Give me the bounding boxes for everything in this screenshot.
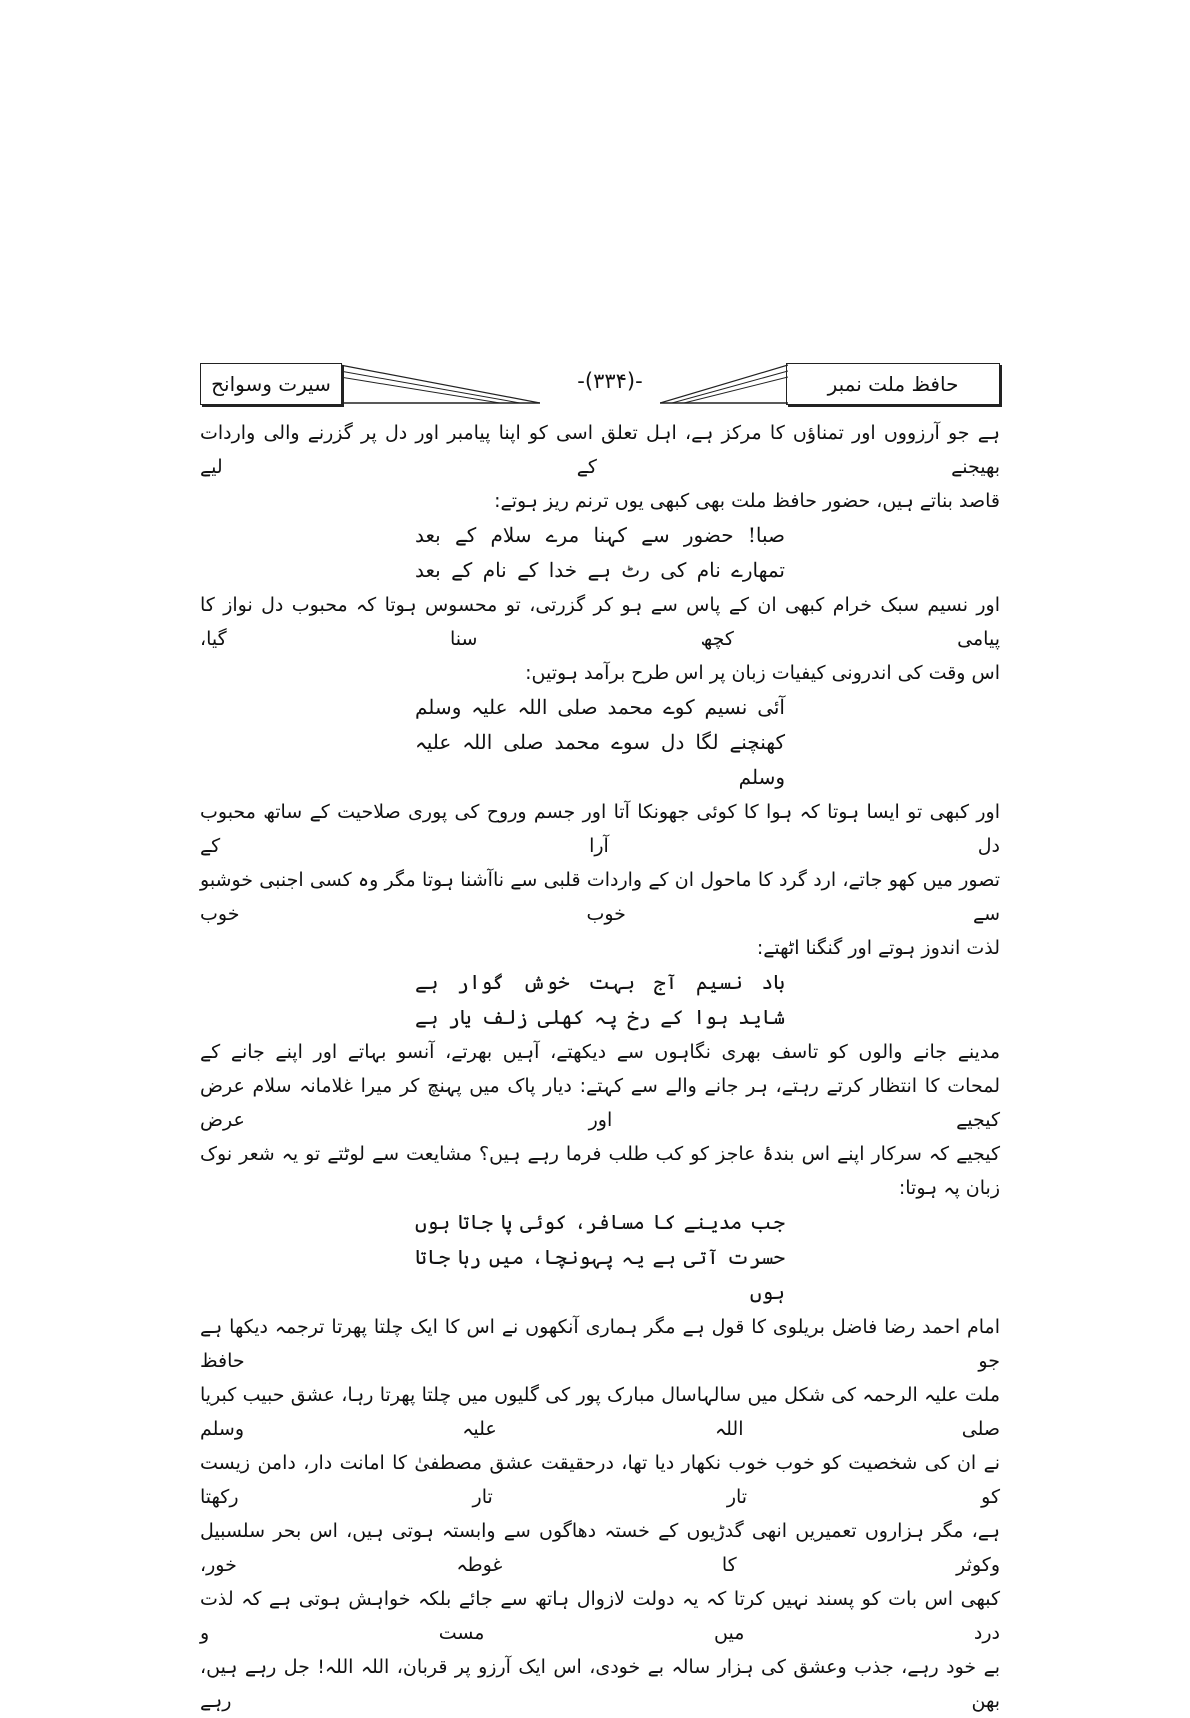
text-line: ملت علیہ الرحمہ کی شکل میں سالہاسال مبارک پور کی گلیوں میں چلتا پھرتا رہا، عشق حبیب کبریا صلی اللہ علیہ وسلم: [200, 1384, 1000, 1440]
verse-line: کھنچنے لگا دل سوے محمد صلی اللہ علیہ وسلم: [415, 730, 785, 789]
verse-line: آئی نسیم کوے محمد صلی اللہ علیہ وسلم: [415, 695, 785, 719]
paragraph-4: [200, 1035, 1000, 1205]
page-header: [200, 363, 1000, 407]
book-title: حافظ ملت نمبر: [786, 363, 1000, 405]
verse-line: حسرت آتی ہے یہ پہونچا، میں رہا جاتا ہوں: [415, 1245, 785, 1304]
couplet-3: [200, 965, 1000, 1035]
text-line: اور کبھی تو ایسا ہوتا کہ ہوا کا کوئی جھونکا آتا اور جسم وروح کی پوری صلاحیت کے ساتھ محبوب دل آرا کے: [200, 801, 1000, 857]
text-line: مدینے جانے والوں کو تاسف بھری نگاہوں سے دیکھتے، آہیں بھرتے، آنسو بہاتے اور اپنے جانے کے: [200, 1041, 1000, 1063]
text-line: کیجیے کہ سرکار اپنے اس بندۂ عاجز کو کب طلب فرما رہے ہیں؟ مشایعت سے لوٹتے تو یہ شعر نوک زبان پہ ہوتا:: [200, 1143, 1000, 1199]
paragraph-5: [200, 1310, 1000, 1718]
text-line: ہے جو آرزووں اور تمناؤں کا مرکز ہے، اہل تعلق اسی کو اپنا پیامبر اور دل پر گزرنے والی واردات بھیجنے کے لیے: [200, 422, 1000, 478]
couplet-2: [200, 690, 1000, 795]
paragraph-2: [200, 588, 1000, 690]
verse-line: تمھارے نام کی رٹ ہے خدا کے نام کے بعد: [415, 558, 785, 582]
page-body: [200, 416, 1000, 1718]
paragraph-1: [200, 416, 1000, 518]
section-title: سیرت وسوانح: [200, 363, 342, 405]
paragraph-3: [200, 795, 1000, 965]
couplet-4: [200, 1205, 1000, 1310]
page-number: -(۳۳۴)-: [577, 369, 643, 393]
text-line: اس وقت کی اندرونی کیفیات زبان پر اس طرح برآمد ہوتیں:: [525, 662, 1000, 684]
couplet-1: [200, 518, 1000, 588]
text-line: لمحات کا انتظار کرتے رہتے، ہر جانے والے سے کہتے: دیار پاک میں پہنچ کر میرا غلامانہ سلام عرض کیجیے اور عرض: [200, 1075, 1000, 1131]
verse-line: باد نسیم آج بہت خوش گوار ہے: [415, 970, 785, 994]
verse-line: شاید ہوا کے رخ پہ کھلی زلف یار ہے: [415, 1005, 785, 1029]
header-rule-left-icon: [340, 363, 540, 407]
text-line: نے ان کی شخصیت کو خوب خوب نکھار دیا تھا، درحقیقت عشق مصطفیٰ کا امانت دار، دامن زیست کو تار تار رکھتا: [200, 1452, 1000, 1508]
text-line: لذت اندوز ہوتے اور گنگنا اٹھتے:: [756, 937, 1000, 959]
verse-line: صبا! حضور سے کہنا مرے سلام کے بعد: [415, 523, 785, 547]
text-line: بے خود رہے، جذب وعشق کی ہزار سالہ بے خودی، اس ایک آرزو پر قربان، اللہ اللہ! جل رہے ہیں، بھن رہے: [200, 1656, 1000, 1712]
text-line: اور نسیم سبک خرام کبھی ان کے پاس سے ہو کر گزرتی، تو محسوس ہوتا کہ محبوب دل نواز کا پیامی کچھ سنا گیا،: [200, 594, 1000, 650]
text-line: کبھی اس بات کو پسند نہیں کرتا کہ یہ دولت لازوال ہاتھ سے جائے بلکہ خواہش ہوتی ہے کہ لذت درد میں مست و: [200, 1588, 1000, 1644]
text-line: قاصد بناتے ہیں، حضور حافظ ملت بھی کبھی یوں ترنم ریز ہوتے:: [494, 490, 1000, 512]
verse-line: جب مدینے کا مسافر، کوئی پا جاتا ہوں: [415, 1210, 785, 1234]
text-line: تصور میں کھو جاتے، ارد گرد کا ماحول ان کے واردات قلبی سے ناآشنا ہوتا مگر وہ کسی اجنبی خوشبو سے خوب خوب: [200, 869, 1000, 925]
text-line: امام احمد رضا فاضل بریلوی کا قول ہے مگر ہماری آنکھوں نے اس کا ایک چلتا پھرتا ترجمہ دیکھا ہے جو حافظ: [200, 1316, 1000, 1372]
text-line: ہے، مگر ہزاروں تعمیریں انھی گدڑیوں کے خستہ دھاگوں سے وابستہ ہوتی ہیں، اس بحر سلسبیل وکوثر کا غوطہ خور،: [200, 1520, 1000, 1576]
